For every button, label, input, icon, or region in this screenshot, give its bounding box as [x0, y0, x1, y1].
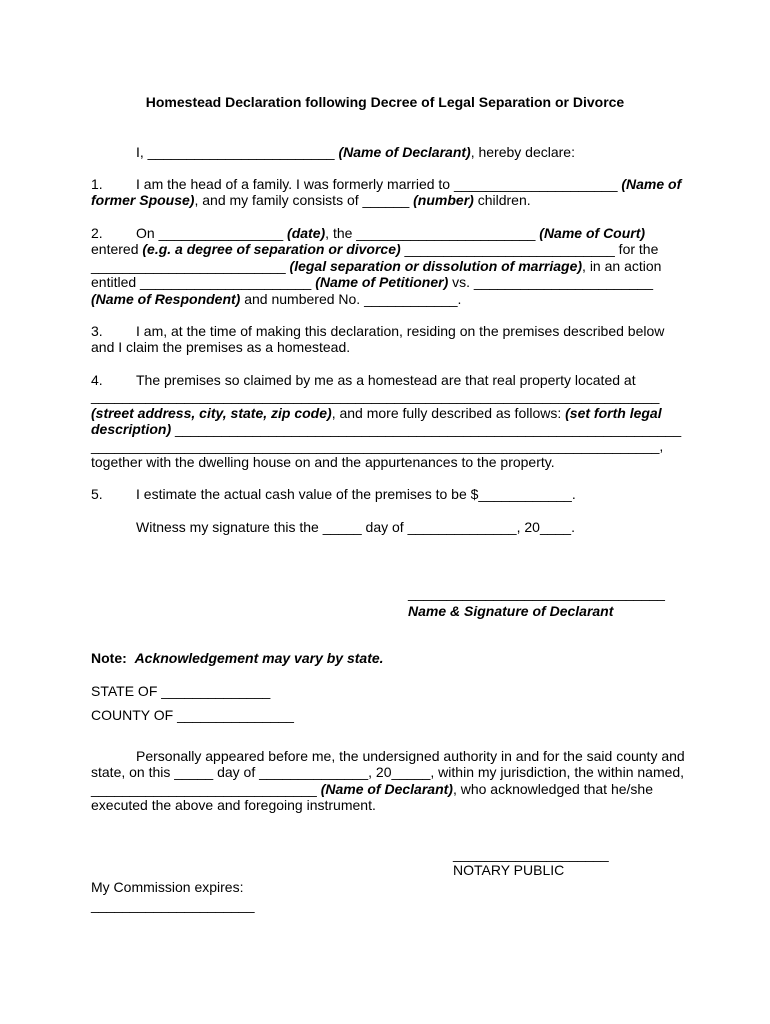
p4-blank-line: _________________________________________________________________ — [171, 421, 682, 438]
p2-text: , the _______________________ — [325, 225, 540, 241]
p2-text: entitled ______________________ — [91, 274, 316, 291]
ack-text: Personally appeared before me, the undersigned authority in and for the said county and — [136, 748, 685, 764]
paragraph-1 — [91, 176, 681, 209]
p2-text: ___________________________ for the — [400, 241, 659, 258]
witness-line — [91, 519, 681, 535]
p2-date-label: (date) — [287, 225, 326, 241]
paragraph-number: 3. — [91, 323, 103, 339]
p1-text: children. — [473, 192, 531, 209]
p4-description-label: description) — [91, 421, 172, 438]
ack-text: executed the above and foregoing instrument. — [91, 797, 376, 814]
p1-spouse-label: former Spouse) — [91, 192, 195, 209]
ack-declarant-label: (Name of Declarant) — [320, 780, 453, 797]
p1-label: (Name of — [621, 176, 682, 192]
p4-text: together with the dwelling house on and the appurtenances to the property. — [91, 454, 555, 471]
paragraph-number: 4. — [91, 372, 103, 388]
notary-signature — [453, 846, 609, 879]
p1-number-label: (number) — [413, 192, 474, 209]
p4-legal-label: (set forth legal — [565, 404, 662, 421]
p2-text: and numbered No. ____________. — [240, 290, 462, 307]
intro-declarant-label: (Name of Declarant) — [338, 144, 471, 160]
ack-text: , who acknowledged that he/she — [452, 780, 653, 797]
notary-label: NOTARY PUBLIC — [453, 862, 565, 879]
p4-address-label: (street address, city, state, zip code) — [91, 404, 332, 421]
intro-text-a: I, ________________________ — [136, 144, 339, 160]
p2-separation-label: (legal separation or dissolution of marriage) — [289, 257, 583, 274]
p2-decree-label: (e.g. a degree of separation or divorce) — [142, 241, 401, 258]
p4-blank-line: _________________________________________________________________________ — [91, 388, 660, 405]
p4-text: , and more fully described as follows: — [331, 404, 566, 421]
commission-label: My Commission expires: — [91, 879, 244, 895]
p3-text: I am, at the time of making this declaration, residing on the premises described below — [136, 323, 665, 339]
signature-line: _________________________________ — [408, 585, 665, 601]
ack-text: state, on this _____ day of ______________, 20_____, within my jurisdiction, the within named, — [91, 764, 685, 781]
paragraph-4 — [91, 372, 681, 470]
p4-text: The premises so claimed by me as a homestead are that real property located at — [136, 372, 636, 388]
paragraph-number: 5. — [91, 486, 103, 502]
p2-text: On ________________ — [136, 225, 288, 241]
p1-text: , and my family consists of ______ — [194, 192, 414, 209]
intro-text-c: , hereby declare: — [470, 144, 575, 160]
p4-blank-line: _________________________________________________________________________, — [91, 437, 664, 454]
declarant-signature — [408, 585, 665, 620]
commission-expires — [91, 879, 681, 914]
p2-respondent-label: (Name of Respondent) — [91, 290, 241, 307]
note-text: Acknowledgement may vary by state. — [134, 650, 384, 666]
p2-text: entered — [91, 241, 143, 258]
p2-petitioner-label: (Name of Petitioner) — [315, 274, 449, 291]
signature-label: Name & Signature of Declarant — [408, 603, 614, 620]
acknowledgement-note — [91, 650, 681, 666]
state-line: STATE OF ______________ — [91, 683, 271, 699]
paragraph-number: 2. — [91, 225, 103, 241]
p5-text: I estimate the actual cash value of the premises to be $____________. — [136, 486, 576, 502]
witness-text: Witness my signature this the _____ day of ______________, 20____. — [136, 519, 575, 535]
p2-court-label: (Name of Court) — [539, 225, 646, 241]
county-line: COUNTY OF _______________ — [91, 707, 294, 723]
p2-text: vs. _______________________ — [448, 274, 653, 291]
p3-text: and I claim the premises as a homestead. — [91, 339, 351, 356]
paragraph-5 — [91, 486, 681, 502]
acknowledgement-paragraph — [91, 748, 685, 814]
p2-text: _________________________ — [91, 257, 290, 274]
paragraph-3 — [91, 323, 681, 356]
paragraph-2 — [91, 225, 681, 307]
paragraph-number: 1. — [91, 176, 103, 192]
p1-text: I am the head of a family. I was formerly married to _____________________ — [136, 176, 622, 192]
p2-text: , in an action — [582, 257, 662, 274]
ack-blank-line: _____________________________ — [91, 780, 321, 797]
document-title: Homestead Declaration following Decree of Legal Separation or Divorce — [145, 94, 625, 110]
intro-paragraph — [91, 144, 681, 160]
note-label: Note: — [91, 650, 127, 666]
commission-line: _____________________ — [91, 897, 255, 914]
notary-line: ____________________ — [453, 846, 609, 862]
